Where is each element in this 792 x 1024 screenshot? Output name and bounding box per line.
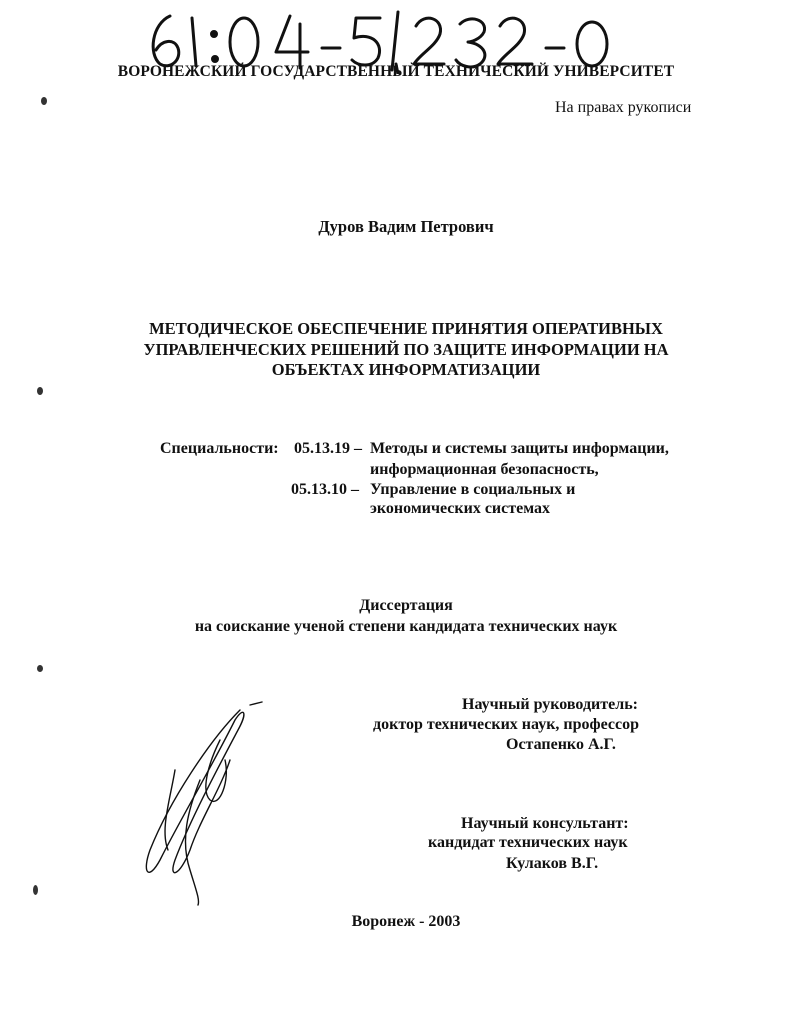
dissertation-degree-line: на соискание ученой степени кандидата технических наук xyxy=(194,618,618,635)
specialty-code: 05.13.19 – xyxy=(294,440,362,457)
city-and-year: Воронеж - 2003 xyxy=(351,913,461,930)
specialties-label: Специальности: xyxy=(160,440,279,457)
binding-mark xyxy=(33,885,38,895)
supervisor-name: Остапенко А.Г. xyxy=(506,736,616,753)
specialty-description: информационная безопасность, xyxy=(370,461,599,478)
supervisor-label: Научный руководитель: xyxy=(462,696,638,713)
specialty-code: 05.13.10 – xyxy=(291,481,359,498)
consultant-degree: кандидат технических наук xyxy=(428,834,628,851)
signature-drawing xyxy=(140,700,270,910)
specialty-description: Управление в социальных и xyxy=(370,481,576,498)
binding-mark xyxy=(41,97,47,105)
dissertation-heading: Диссертация xyxy=(359,597,453,614)
thesis-title-line: УПРАВЛЕНЧЕСКИХ РЕШЕНИЙ ПО ЗАЩИТЕ ИНФОРМАЦИИ НА xyxy=(143,340,669,359)
binding-mark xyxy=(37,387,43,395)
university-name: ВОРОНЕЖСКИЙ ГОСУДАРСТВЕННЫЙ ТЕХНИЧЕСКИЙ УНИВЕРСИТЕТ xyxy=(117,63,675,80)
thesis-title-line: ОБЪЕКТАХ ИНФОРМАТИЗАЦИИ xyxy=(271,360,541,379)
author-name: Дуров Вадим Петрович xyxy=(318,217,494,236)
thesis-title-line: МЕТОДИЧЕСКОЕ ОБЕСПЕЧЕНИЕ ПРИНЯТИЯ ОПЕРАТИВНЫХ xyxy=(149,319,663,338)
binding-mark xyxy=(37,665,43,672)
specialty-description: Методы и системы защиты информации, xyxy=(370,440,669,457)
consultant-name: Кулаков В.Г. xyxy=(506,855,599,872)
binding-marks xyxy=(25,85,55,985)
supervisor-degree: доктор технических наук, профессор xyxy=(373,716,640,733)
manuscript-rights-note: На правах рукописи xyxy=(555,99,692,116)
specialty-description: экономических системах xyxy=(370,500,550,517)
consultant-label: Научный консультант: xyxy=(461,815,629,832)
